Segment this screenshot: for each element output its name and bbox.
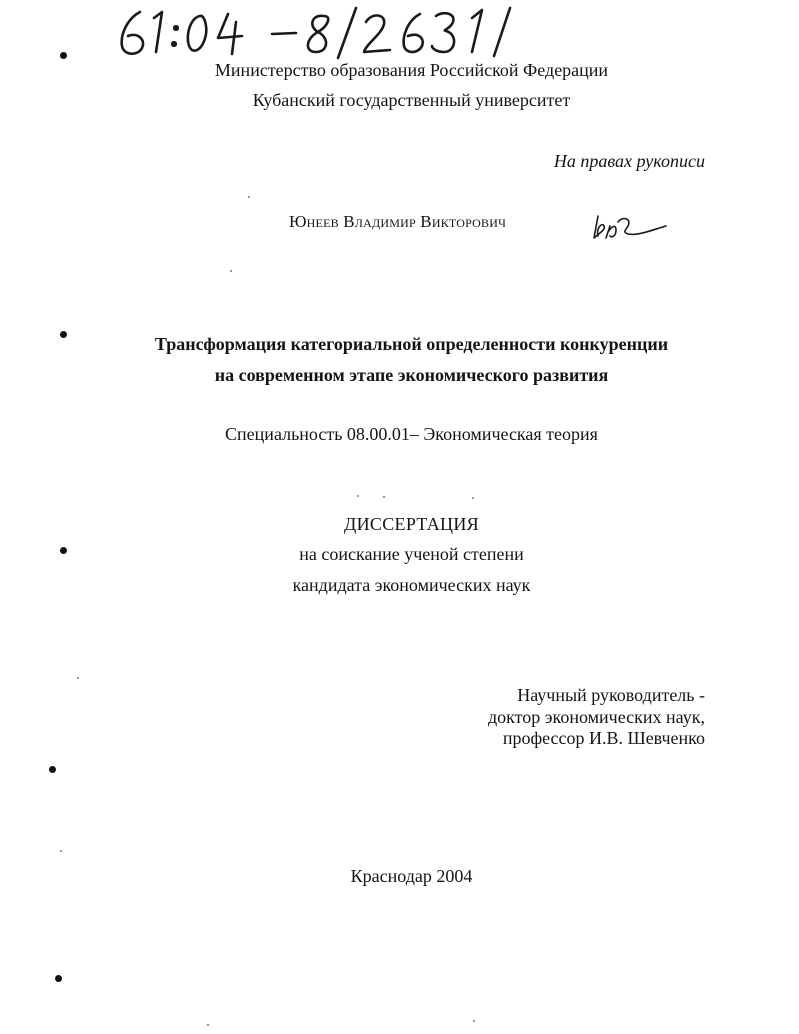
degree-purpose-line-1: на соискание ученой степени — [299, 544, 524, 564]
supervisor-name: профессор И.В. Шевченко — [502, 728, 705, 748]
scan-speck — [77, 677, 79, 679]
document-type: ДИССЕРТАЦИЯ — [344, 514, 479, 534]
ministry-name: Министерство образования Российской Федерации — [214, 60, 609, 80]
author-name: Юнеев Владимир Викторович — [289, 212, 507, 231]
scan-speck — [357, 495, 359, 497]
dissertation-title-line-1: Трансформация категориальной определенности конкуренции — [154, 334, 669, 354]
punch-hole-mark — [49, 766, 56, 773]
scan-speck — [60, 850, 62, 852]
scan-speck — [230, 270, 232, 272]
handwritten-archive-code — [110, 4, 530, 62]
dissertation-title-line-2: на современном этапе экономического развития — [214, 365, 609, 385]
supervisor-degree: доктор экономических наук, — [488, 707, 705, 727]
punch-hole-mark — [60, 331, 67, 338]
archive-code-text: 61:04-8/2631 — [110, 4, 116, 5]
scan-speck — [383, 496, 385, 498]
punch-hole-mark — [60, 547, 67, 554]
university-name: Кубанский государственный университет — [252, 90, 571, 110]
scan-speck — [472, 497, 474, 499]
punch-hole-mark — [60, 52, 67, 59]
specialty-line: Специальность 08.00.01– Экономическая теория — [225, 424, 598, 444]
scan-speck — [473, 1020, 475, 1022]
punch-hole-mark — [55, 975, 62, 982]
scan-speck — [248, 196, 250, 198]
supervisor-role: Научный руководитель - — [517, 685, 705, 705]
city-and-year: Краснодар 2004 — [350, 866, 473, 886]
scan-speck — [207, 1024, 209, 1026]
manuscript-rights-note: На правах рукописи — [553, 151, 705, 171]
degree-purpose-line-2: кандидата экономических наук — [292, 575, 531, 595]
author-signature — [588, 212, 668, 242]
